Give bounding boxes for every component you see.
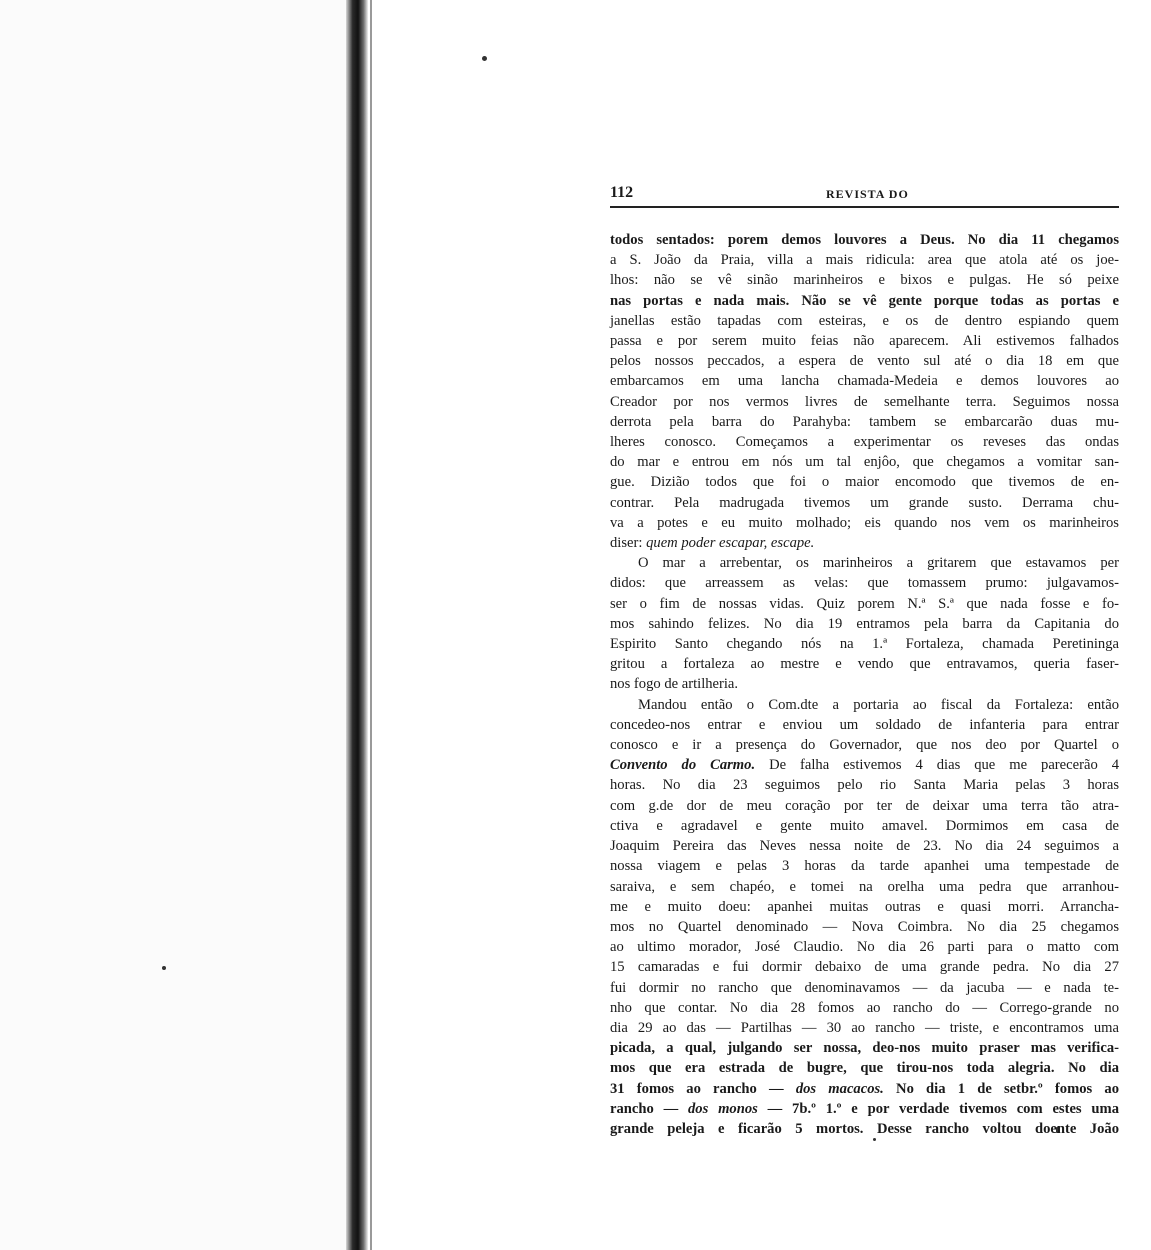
text-line: nas portas e nada mais. Não se vê gente porque todas as portas e [610,292,1119,309]
text-line: Mandou então o Com.dte a portaria ao fiscal da Fortaleza: então [638,696,1119,713]
page-number: 112 [610,184,634,201]
text-line: grande peleja e ficarão 5 mortos. Desse rancho voltou doente João [610,1120,1119,1137]
italic-place-name: dos macacos. [795,1080,884,1097]
text-line: va a potes e eu muito molhado; eis quando nos vem os marinheiros [610,514,1119,531]
text-line: passa e por serem muito feias não aparecem. Ali estivemos falhados [610,333,1119,350]
left-facing-page [0,0,346,1250]
text-line: a S. João da Praia, villa a mais ridicula: area que atola até os joe- [610,252,1119,269]
text-line: horas. No dia 23 seguimos pelo rio Santa Maria pelas 3 horas [610,777,1119,794]
text-line: pelos nossos peccados, a espera de vento sul até o dia 18 em que [610,353,1119,370]
text-line: mos que era estrada de bugre, que tirou-nos toda alegria. No dia [610,1060,1119,1077]
text-line: didos: que arreassem as velas: que tomassem prumo: julgavamos- [610,575,1119,592]
text-line: ser o fim de nossas vidas. Quiz porem N.ª S.ª que nada fosse e fo- [610,595,1119,612]
text-line: gritou a fortaleza ao mestre e vendo que entravamos, queria faser- [610,656,1119,673]
text-line [610,755,1119,775]
text-line: Creador por nos vermos livres de semelhante terra. Seguimos nossa [610,393,1119,410]
text-line: todos sentados: porem demos louvores a Deus. No dia 11 chegamos [610,232,1119,248]
gutter-edge [370,0,372,1250]
text-line: com g.de dor de meu coração por ter de deixar uma terra tão atra- [610,797,1119,814]
text-line: conosco e ir a presença do Governador, que nos deo por Quartel o [610,737,1119,754]
text-fragment: 31 fomos ao rancho — [610,1080,784,1097]
text-line: do mar e entrou em nós um tal enjôo, que chegamos a vomitar san- [610,454,1119,471]
paragraph [610,230,1119,553]
text-line: gue. Dizião todos que foi o maior encomodo que tivemos de en- [610,474,1119,491]
text-fragment: No dia 1 de setbr.º fomos ao [896,1080,1119,1097]
text-line: lhos: não se vê sinão marinheiros e bixos e pulgas. He só peixe [610,272,1119,289]
body-text [610,230,1119,1139]
text-line: lheres conosco. Começamos a experimentar os reveses das ondas [610,434,1119,451]
text-line: ao ultimo morador, José Claudio. No dia 26 parti para o matto com [610,939,1119,956]
text-line: picada, a qual, julgando ser nossa, deo-nos muito praser mas verifica- [610,1040,1119,1057]
paragraph [610,695,1119,1139]
header-rule [610,206,1119,208]
italic-place-name: dos monos [688,1100,758,1117]
text-line: fui dormir no rancho que denominavamos — da jacuba — e nada te- [610,979,1119,996]
running-head: REVISTA DO [826,187,909,201]
text-line: concedeo-nos entrar e enviou um soldado de infanteria para entrar [610,716,1119,733]
text-line: mos sahindo felizes. No dia 19 entramos pela barra da Capitania do [610,615,1119,632]
page-header [610,184,1119,204]
text-line [610,1079,1119,1099]
text-line: Joaquim Pereira das Neves nessa noite de 23. No dia 24 seguimos a [610,838,1119,855]
italic-quote: quem poder escapar, escape. [646,535,815,552]
text-line: dia 29 ao das — Partilhas — 30 ao rancho — triste, e encontramos uma [610,1019,1119,1036]
text-fragment: rancho — [610,1100,679,1117]
italic-place-name: Convento do Carmo. [610,757,756,774]
book-gutter [346,0,368,1250]
text-fragment: De falha estivemos 4 dias que me parecerão 4 [769,757,1119,774]
text-line: 15 camaradas e fui dormir debaixo de uma grande pedra. No dia 27 [610,959,1119,976]
text-line: nos fogo de artilheria. [610,676,739,693]
text-line: janellas estão tapadas com esteiras, e os de dentro espiando quem [610,312,1119,329]
text-line [610,1099,1119,1119]
text-line: O mar a arrebentar, os marinheiros a gritarem que estavamos per [638,555,1119,572]
text-fragment: — 7b.º 1.º e por verdade tivemos com estes uma [767,1100,1119,1117]
ink-speck [482,56,487,61]
text-line: me e muito doeu: apanhei muitas outras e quasi morri. Arrancha- [610,898,1119,915]
text-fragment: diser: [610,535,643,552]
text-line: nho que contar. No dia 28 fomos ao rancho do — Corrego-grande no [610,999,1119,1016]
text-line: contrar. Pela madrugada tivemos um grande susto. Derrama chu- [610,494,1119,511]
paragraph [610,553,1119,694]
text-line: Espirito Santo chegando nós na 1.ª Fortaleza, chamada Peretininga [610,636,1119,653]
text-line: ctiva e agradavel e gente muito amavel. Dormimos em casa de [610,817,1119,834]
text-line: embarcamos em uma lancha chamada-Medeia e demos louvores ao [610,373,1119,390]
text-line: derrota pela barra do Parahyba: tambem se embarcarão duas mu- [610,413,1119,430]
text-line: saraiva, e sem chapéo, e tomei na orelha uma pedra que arranhou- [610,878,1119,895]
text-line: mos no Quartel denominado — Nova Coimbra. No dia 25 chegamos [610,918,1119,935]
ink-speck [162,966,166,970]
text-line [610,533,1119,553]
text-line: nossa viagem e pelas 3 horas da tarde apanhei uma tempestade de [610,858,1119,875]
